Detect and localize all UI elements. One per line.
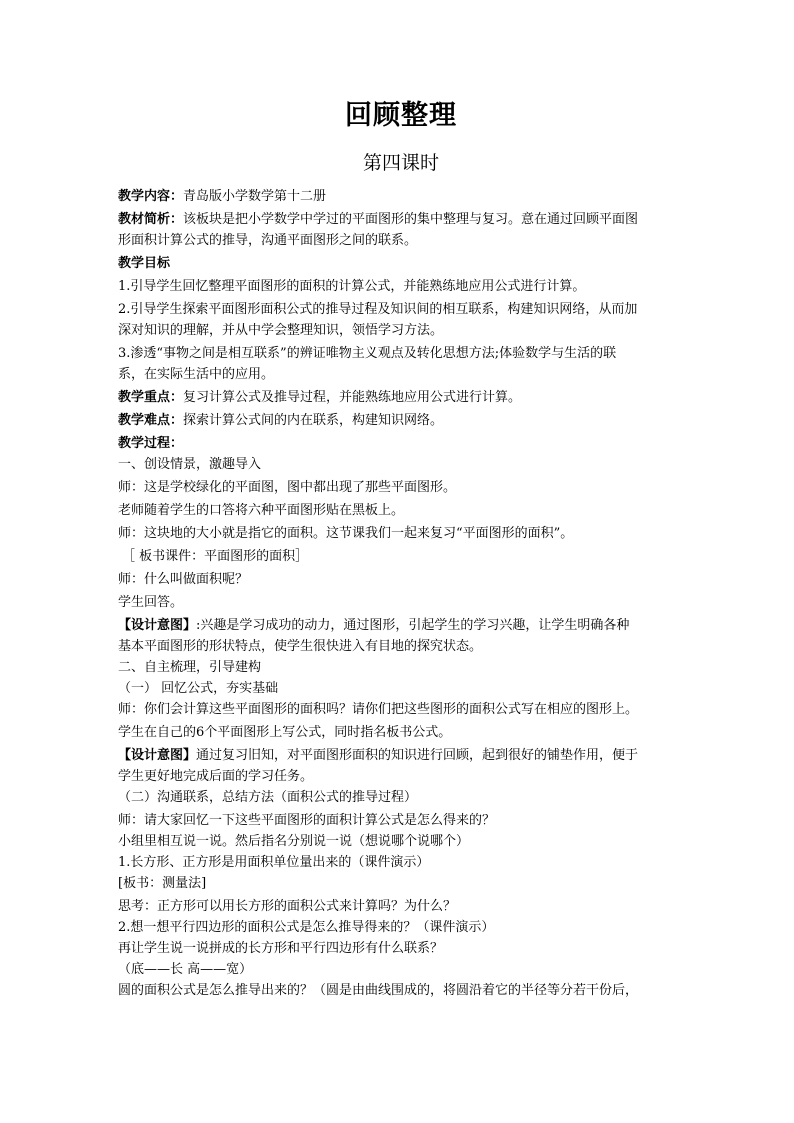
paragraph: 学生回答。 (118, 595, 184, 610)
document-title: 回顾整理 (345, 100, 457, 131)
paragraph: 再让学生说一说拼成的长方形和平行四边形有什么联系？ (118, 941, 444, 956)
design-intent-1-line-2: 基本平面图形的形状特点，使学生很快进入有目地的探究状态。 (118, 639, 483, 654)
document-subtitle: 第四课时 (362, 152, 439, 174)
analysis-line (118, 209, 690, 230)
difficulty-label: 教学难点： (118, 413, 184, 428)
process-heading: 教学过程： (118, 436, 184, 451)
blackboard-note: ［ 板书课件：平面图形的面积］ (122, 549, 309, 564)
design-intent-2 (118, 745, 690, 766)
goal-2-line-1: 2.引导学生探索平面图形面积公式的推导过程及知识间的相互联系，构建知识网络，从而加 (118, 302, 638, 317)
goal-1: 1.引导学生回忆整理平面图形的面积的计算公式，并能熟练地应用公式进行计算。 (118, 279, 586, 294)
paragraph: 师：你们会计算这些平面图形的面积吗？请你们把这些图形的面积公式写在相应的图形上。 (118, 702, 639, 717)
paragraph: 师：什么叫做面积呢？ (118, 572, 249, 587)
design-intent-text: :兴趣是学习成功的动力，通过图形，引起学生的学习兴趣，让学生明确各种 (196, 618, 630, 633)
difficulty-line (118, 410, 690, 431)
content-label: 教学内容： (118, 189, 184, 204)
paragraph: 圆的面积公式是怎么推导出来的？（圆是由曲线围成的，将圆沿着它的半径等分若干份后， (118, 983, 639, 998)
paragraph: 师：这是学校绿化的平面图，图中都出现了那些平面图形。 (118, 480, 457, 495)
key-text: 复习计算公式及推导过程，并能熟练地应用公式进行计算。 (183, 390, 522, 405)
design-intent-text: 通过复习旧知，对平面图形面积的知识进行回顾，起到很好的铺垫作用，便于 (196, 748, 639, 763)
paragraph: 学生在自己的6个平面图形上写公式，同时指名板书公式。 (118, 725, 452, 740)
subsection-heading: （二）沟通联系，总结方法（面积公式的推导过程） (118, 790, 418, 805)
document-body (118, 186, 690, 1001)
goals-heading: 教学目标 (118, 256, 171, 271)
goal-2-line-2: 深对知识的理解，并从中学会整理知识，领悟学习方法。 (118, 323, 444, 338)
key-point-line (118, 387, 690, 408)
content-line (118, 186, 690, 207)
design-intent-label: 【设计意图】 (118, 748, 197, 763)
subsection-heading: （一） 回忆公式，夯实基础 (118, 681, 279, 696)
section-1-heading: 一、创设情景，激趣导入 (118, 457, 262, 472)
paragraph: 1.长方形、正方形是用面积单位量出来的（课件演示） (118, 855, 430, 870)
analysis-text-2: 形面积计算公式的推导，沟通平面图形之间的联系。 (118, 233, 418, 248)
paragraph: 师：这块地的大小就是指它的面积。这节课我们一起来复习“平面图形的面积”。 (118, 526, 574, 541)
key-label: 教学重点： (118, 390, 184, 405)
blackboard-note: [板书：测量法] (118, 876, 207, 891)
document-page (118, 0, 684, 1123)
section-2-heading: 二、自主梳理，引导建构 (118, 660, 262, 675)
paragraph: 小组里相互说一说。然后指名分别说一说（想说哪个说哪个） (118, 834, 470, 849)
design-intent-label: 【设计意图】 (118, 618, 197, 633)
paragraph: 2.想一想平行四边形的面积公式是怎么推导得来的？（课件演示） (118, 920, 495, 935)
analysis-label: 教材简析： (118, 212, 184, 227)
goal-3-line-1: 3.渗透“事物之间是相互联系”的辨证唯物主义观点及转化思想方法;体验数学与生活的联 (118, 346, 617, 361)
goal-3-line-2: 系，在实际生活中的应用。 (118, 367, 275, 382)
paragraph: 思考：正方形可以用长方形的面积公式来计算吗？为什么？ (118, 899, 457, 914)
analysis-text-1: 该板块是把小学数学中学过的平面图形的集中整理与复习。意在通过回顾平面图 (183, 212, 639, 227)
paragraph: （底——长 高——宽） (118, 962, 253, 977)
design-intent-2-line-2: 学生更好地完成后面的学习任务。 (118, 769, 314, 784)
paragraph: 老师随着学生的口答将六种平面图形贴在黑板上。 (118, 503, 405, 518)
difficulty-text: 探索计算公式间的内在联系，构建知识网络。 (183, 413, 444, 428)
content-text: 青岛版小学数学第十二册 (183, 189, 327, 204)
paragraph: 师：请大家回忆一下这些平面图形的面积计算公式是怎么得来的？ (118, 813, 496, 828)
design-intent-1 (118, 615, 690, 636)
